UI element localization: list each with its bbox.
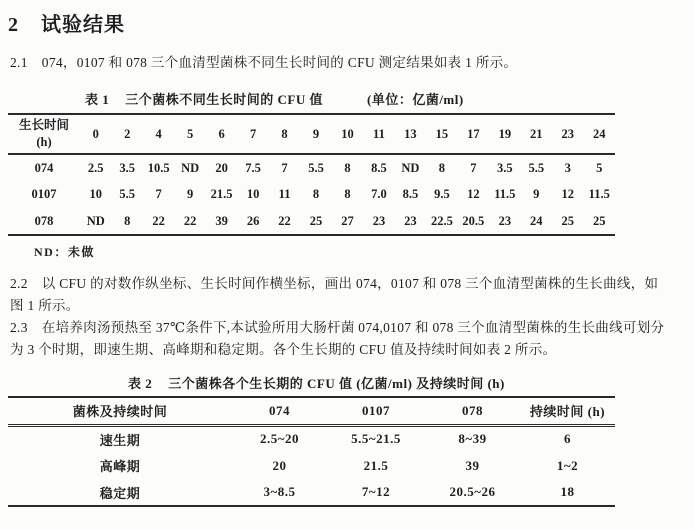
cfu-value-cell: 8.5 xyxy=(371,160,387,175)
duration-header: 持续时间 (h) xyxy=(529,404,606,420)
time-col-header: 13 xyxy=(404,126,417,141)
para-number: 2.2 xyxy=(10,276,28,291)
time-col-header: 24 xyxy=(593,126,606,141)
cfu-value-cell: 7.0 xyxy=(371,187,387,201)
table2-caption-title: 三个菌株各个生长期的 CFU 值 (亿菌/ml) 及持续时间 (h) xyxy=(168,376,505,391)
para-number: 2.1 xyxy=(10,55,28,70)
cfu-value-cell: 3 xyxy=(564,160,571,175)
cfu-value-cell: 26 xyxy=(246,213,260,228)
range-value-cell: 20 xyxy=(272,457,287,473)
time-col-header: 6 xyxy=(218,126,225,141)
table-row-0107 xyxy=(8,181,615,208)
cfu-time-table xyxy=(8,113,615,236)
cfu-value-cell: 23 xyxy=(498,213,512,228)
cfu-value-cell: 9 xyxy=(187,187,194,201)
cfu-value-cell: 23 xyxy=(404,213,417,228)
cfu-value-cell: 22 xyxy=(278,213,291,228)
cfu-value-cell: 27 xyxy=(341,213,354,228)
cfu-value-cell: 7 xyxy=(155,187,162,201)
time-col-header: 8 xyxy=(281,126,288,141)
cfu-value-cell: 11 xyxy=(278,187,291,201)
strain-label: 078 xyxy=(34,213,54,228)
cfu-value-cell: 8 xyxy=(344,187,351,201)
time-col-header: 11 xyxy=(373,126,385,141)
cfu-value-cell: 24 xyxy=(530,213,543,228)
cfu-value-cell: 21.5 xyxy=(210,187,233,201)
cfu-value-cell: 3.5 xyxy=(119,160,136,175)
strain-078-header: 078 xyxy=(462,402,483,418)
growth-time-unit: (h) xyxy=(36,135,52,149)
paragraph-2-2 xyxy=(10,273,665,317)
strain-label: 074 xyxy=(34,160,54,175)
range-value-cell: 39 xyxy=(465,457,480,473)
table1-caption-label: 表 1 xyxy=(85,92,110,107)
para-text: 以 CFU 的对数作纵坐标、生长时间作横坐标，画出 074，0107 和 078 三个血清型菌株的生长曲线，如图 1 所示。 xyxy=(10,276,659,313)
table-row-078 xyxy=(8,208,615,235)
para-text: 在培养肉汤预热至 37℃条件下,本试验所用大肠杆菌 074,0107 和 078 三个血清型菌株的生长曲线可划分为 3 个时期，即速生期、高峰期和稳定期。各个生长期的 CFU 值及持续时间如表 2 所示。 xyxy=(10,320,665,357)
duration-value-cell: 18 xyxy=(560,484,575,499)
cfu-value-cell: 25 xyxy=(593,213,606,228)
duration-value-cell: 6 xyxy=(564,431,571,447)
cfu-value-cell: 3.5 xyxy=(497,160,513,175)
para-number: 2.3 xyxy=(10,320,28,335)
table1-caption-unit: (单位：亿菌/ml) xyxy=(366,92,464,107)
cfu-value-cell: 7.5 xyxy=(245,160,261,175)
table1-footnote: ND：未做 xyxy=(34,245,95,259)
cfu-value-cell: 12 xyxy=(561,187,575,201)
table2-caption-label: 表 2 xyxy=(128,376,153,391)
time-col-header: 9 xyxy=(312,126,320,141)
cfu-value-cell: 20 xyxy=(215,160,228,175)
cfu-value-cell: ND xyxy=(86,213,105,228)
section-number: 2 xyxy=(8,14,19,36)
phase-label: 高峰期 xyxy=(99,459,141,474)
range-value-cell: 3~8.5 xyxy=(263,484,296,499)
para-text: 074，0107 和 078 三个血清型菌株不同生长时间的 CFU 测定结果如表 1 所示。 xyxy=(41,55,518,70)
cfu-value-cell: 12 xyxy=(467,187,480,201)
cfu-value-cell: 7 xyxy=(470,160,477,175)
phase-label: 稳定期 xyxy=(99,485,141,501)
paragraph-2-3 xyxy=(10,317,665,361)
cfu-value-cell: 11.5 xyxy=(494,187,516,201)
cfu-value-cell: 7 xyxy=(281,160,288,175)
cfu-value-cell: 5.5 xyxy=(308,160,324,175)
section-title: 试验结果 xyxy=(41,14,125,36)
phase-label: 速生期 xyxy=(99,432,141,448)
cfu-value-cell: 9.5 xyxy=(434,187,450,201)
range-value-cell: 8~39 xyxy=(458,431,487,447)
table1-caption xyxy=(85,89,695,108)
cfu-value-cell: 8 xyxy=(438,160,446,175)
strain-label: 0107 xyxy=(31,187,57,201)
time-col-header: 10 xyxy=(341,126,354,141)
table1-caption-title: 三个菌株不同生长时间的 CFU 值 xyxy=(125,92,323,107)
strain-0107-header: 0107 xyxy=(362,402,390,418)
time-col-header: 17 xyxy=(467,126,480,141)
table2-caption xyxy=(128,373,695,392)
cfu-value-cell: 8 xyxy=(312,187,320,201)
paragraph-2-1 xyxy=(10,52,665,74)
duration-value-cell: 1~2 xyxy=(556,457,579,473)
range-value-cell: 5.5~21.5 xyxy=(351,431,401,447)
cfu-value-cell: 5 xyxy=(596,160,603,175)
cfu-value-cell: 22 xyxy=(183,213,197,228)
cfu-value-cell: 10.5 xyxy=(147,160,170,175)
cfu-value-cell: 23 xyxy=(372,213,386,228)
table-row-rapid-phase xyxy=(8,425,615,452)
table2-header-row xyxy=(8,397,615,425)
cfu-value-cell: 11.5 xyxy=(588,187,610,201)
section-heading xyxy=(8,8,695,37)
cfu-value-cell: ND xyxy=(181,160,200,175)
growth-time-header xyxy=(8,114,80,154)
time-col-header: 4 xyxy=(155,126,162,141)
table-row-074 xyxy=(8,154,615,181)
time-col-header: 15 xyxy=(435,126,449,141)
page-root xyxy=(0,8,695,507)
time-col-header: 2 xyxy=(124,126,131,141)
range-value-cell: 21.5 xyxy=(363,457,389,473)
time-col-header: 23 xyxy=(561,126,575,141)
cfu-value-cell: 8 xyxy=(344,160,351,175)
range-value-cell: 20.5~26 xyxy=(449,484,496,499)
cfu-value-cell: 5.5 xyxy=(528,160,545,175)
cfu-value-cell: 2.5 xyxy=(87,160,104,175)
cfu-value-cell: 9 xyxy=(533,187,540,201)
range-value-cell: 7~12 xyxy=(361,484,391,499)
growth-phase-table xyxy=(8,396,615,507)
cfu-value-cell: 39 xyxy=(215,213,228,228)
cfu-value-cell: 22 xyxy=(152,213,165,228)
time-col-header: 19 xyxy=(498,126,512,141)
cfu-value-cell: 25 xyxy=(561,213,575,228)
cfu-value-cell: ND xyxy=(401,160,420,175)
time-col-header: 7 xyxy=(249,126,257,141)
cfu-value-cell: 5.5 xyxy=(119,187,136,201)
cfu-value-cell: 25 xyxy=(309,213,323,228)
cfu-value-cell: 10 xyxy=(89,187,102,201)
time-col-header: 21 xyxy=(530,126,543,141)
cfu-value-cell: 8.5 xyxy=(402,187,419,201)
cfu-value-cell: 22.5 xyxy=(430,213,453,228)
table-row-peak-phase xyxy=(8,452,615,479)
table-row-stable-phase xyxy=(8,479,615,506)
cfu-value-cell: 8 xyxy=(124,213,131,228)
range-value-cell: 2.5~20 xyxy=(259,431,299,447)
strain-duration-header: 菌株及持续时间 xyxy=(72,404,168,420)
cfu-value-cell: 10 xyxy=(246,187,260,201)
growth-time-label: 生长时间 xyxy=(18,118,69,132)
time-col-header: 0 xyxy=(92,126,99,141)
strain-074-header: 074 xyxy=(269,402,290,418)
time-col-header: 5 xyxy=(187,126,194,141)
cfu-value-cell: 20.5 xyxy=(462,213,485,228)
table1-header-row xyxy=(8,114,615,154)
